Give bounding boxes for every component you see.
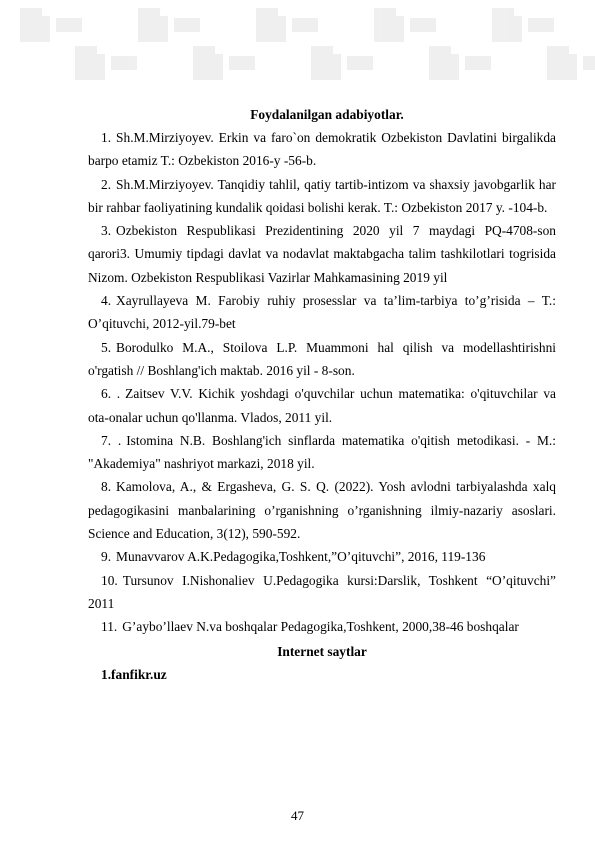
page-title: Foydalanilgan adabiyotlar.: [250, 107, 404, 122]
reference-number: 11.: [101, 619, 118, 635]
site-list: [88, 663, 556, 686]
docx-watermark-icon: [193, 46, 255, 80]
reference-number: 10.: [101, 572, 118, 588]
reference-item: [88, 429, 556, 476]
reference-text: Sh.M.Mirziyoyev. Erkin va faro`on demokratik Ozbekiston Davlatini birgalikda barpo etamiz T.: Ozbekiston 2016-y -56-b.: [88, 130, 556, 169]
reference-number: 9.: [101, 549, 112, 565]
reference-item: [88, 545, 556, 568]
reference-text: Zaitsev V.V. Kichik yoshdagi o'quvchilar uchun matematika: o'qituvchilar va ota-onalar uchun qo'llanma. Vlados, 2011 yil.: [88, 386, 556, 425]
docx-watermark-icon: [20, 8, 82, 42]
reference-number: 1.: [101, 130, 112, 145]
reference-page: [88, 103, 556, 686]
docx-watermark-icon: [138, 8, 200, 42]
reference-item: [88, 126, 556, 173]
reference-item: [88, 219, 556, 289]
reference-item: [88, 289, 556, 336]
docx-watermark-icon: [374, 8, 436, 42]
page-number: 47: [291, 808, 304, 823]
watermark-band: [0, 0, 595, 90]
reference-number: 5.: [101, 339, 112, 355]
reference-text: Sh.M.Mirziyoyev. Tanqidiy tahlil, qatiy tartib-intizom va shaxsiy javobgarlik har bir rahbar faoliyatining kundalik qoidasi bolishi kerak. T.: Ozbekiston 2017 y. -104-b.: [88, 176, 556, 215]
reference-text: Borodulko M.A., Stoilova L.P. Muammoni hal qilish va modellashtirishni o'rgatish // Boshlang'ich maktab. 2016 yil - 8-son.: [88, 339, 556, 378]
reference-number: 2.: [101, 176, 112, 192]
reference-number: 8.: [101, 479, 112, 495]
reference-item: [88, 615, 556, 638]
docx-watermark-icon: [429, 46, 491, 80]
docx-watermark-icon: [311, 46, 373, 80]
site-link[interactable]: 1.fanfikr.uz: [101, 666, 167, 682]
reference-item: [88, 382, 556, 429]
internet-sites-heading: Internet saytlar: [277, 643, 367, 659]
reference-list: [88, 126, 556, 639]
reference-item: [88, 475, 556, 545]
docx-watermark-icon: [75, 46, 137, 80]
docx-watermark-icon: [492, 8, 554, 42]
reference-number: 4.: [101, 293, 112, 309]
reference-item: [88, 569, 556, 616]
reference-text: Xayrullayeva M. Farobiy ruhiy prosesslar va ta’lim-tarbiya to’g’risida – T.: O’qituvchi, 2012-yil.79-bet: [88, 293, 556, 332]
reference-item: [88, 173, 556, 220]
reference-item: [88, 336, 556, 383]
reference-text: Kamolova, A., & Ergasheva, G. S. Q. (2022). Yosh avlodni tarbiyalashda xalq pedagogikasini manbalarining o’rganishning o’rganishning ilmiy-nazariy asoslari. Science and Education, 3(12), 590-592.: [88, 479, 556, 542]
reference-number: 7. .: [101, 432, 122, 448]
reference-text: Ozbekiston Respublikasi Prezidentining 2020 yil 7 maydagi PQ-4708-son qarori3. Umumiy tipdagi davlat va nodavlat maktabgacha talim tashkilotlari togrisida Nizom. Ozbekiston Respublikasi Vazirlar Mahkamasining 2019 yil: [88, 223, 556, 285]
reference-text: G’aybo’llaev N.va boshqalar Pedagogika,Toshkent, 2000,38-46 boshqalar: [122, 619, 519, 635]
docx-watermark-icon: [547, 46, 595, 80]
docx-watermark-icon: [256, 8, 318, 42]
reference-text: Munavvarov A.K.Pedagogika,Toshkent,”O’qituvchi”, 2016, 119-136: [116, 549, 486, 565]
reference-number: 6. .: [101, 386, 121, 402]
reference-number: 3.: [101, 223, 112, 239]
reference-text: Tursunov I.Nishonaliev U.Pedagogika kursi:Darslik, Toshkent “O’qituvchi” 2011: [88, 572, 556, 611]
reference-text: Istomina N.B. Boshlang'ich sinflarda matematika o'qitish metodikasi. - M.: "Akademiya" nashriyot markazi, 2018 yil.: [88, 432, 556, 472]
